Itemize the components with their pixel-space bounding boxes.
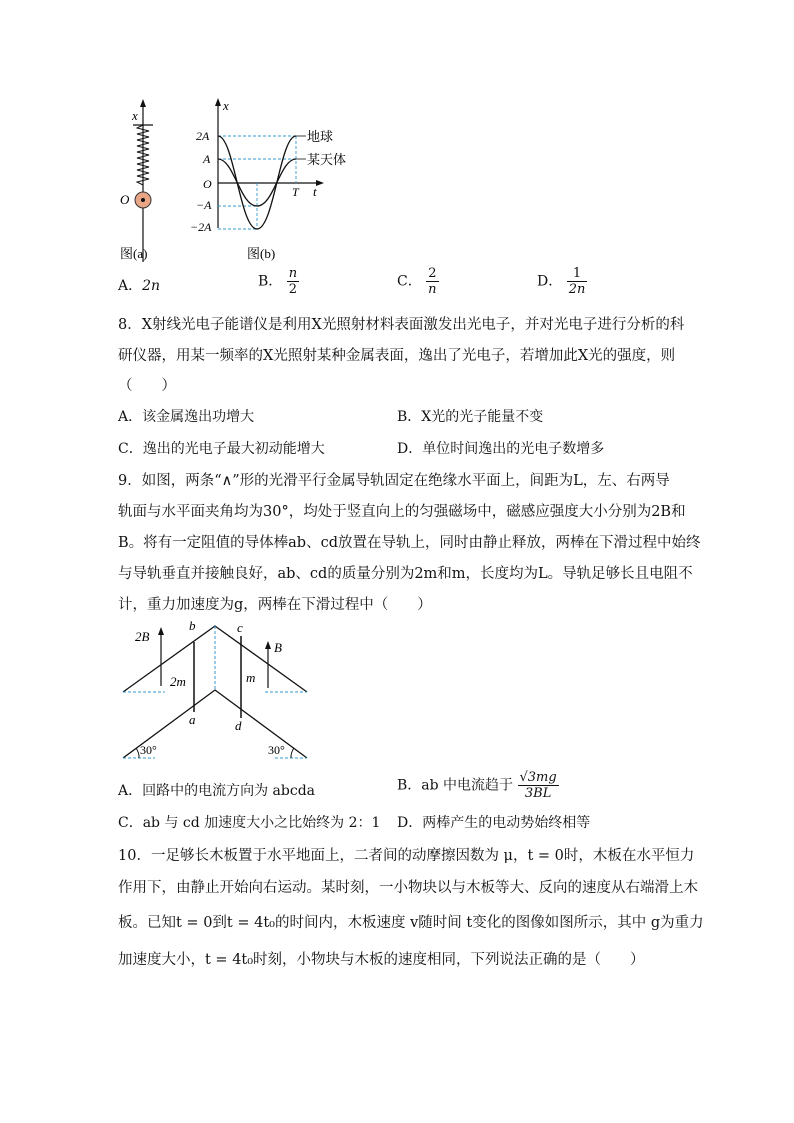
field-right: B bbox=[274, 640, 282, 655]
legend-earth: 地球 bbox=[307, 129, 334, 144]
q9-rail-figure bbox=[115, 616, 320, 764]
q8-option-d[interactable]: D．单位时间逸出的光电子数增多 bbox=[397, 441, 605, 457]
label-a: a bbox=[189, 712, 196, 727]
fraction: $\frac{√3mg}{3BL}$ bbox=[519, 770, 557, 801]
q9-stem-line-2: 轨面与水平面夹角均为30°，均处于竖直向上的匀强磁场中，磁感应强度大小分别为2B和 bbox=[118, 504, 686, 520]
legend-body: 某天体 bbox=[307, 152, 347, 167]
figure-b bbox=[190, 98, 346, 261]
fig-b-caption: 图(b) bbox=[247, 246, 276, 261]
q10-stem-line-4: 加速度大小，t = 4t₀时刻，小物块与木板的速度相同，下列说法正确的是（ ） bbox=[118, 952, 645, 968]
q7-option-a[interactable] bbox=[118, 275, 160, 295]
fraction: $\frac{2}{n}$ bbox=[428, 266, 437, 297]
label-b: b bbox=[189, 618, 196, 633]
label-d: d bbox=[235, 718, 242, 733]
q8-option-b[interactable]: B．X光的光子能量不变 bbox=[397, 409, 544, 425]
fig-a-origin-label: O bbox=[120, 192, 130, 207]
q7-option-b[interactable] bbox=[258, 266, 299, 297]
fraction: $\frac{n}{2}$ bbox=[288, 266, 298, 297]
tick-t: T bbox=[292, 185, 299, 199]
angle-right: 30° bbox=[268, 743, 285, 757]
figure-a bbox=[120, 99, 153, 262]
field-left: 2B bbox=[135, 629, 150, 644]
fig-b-t-axis-label: t bbox=[313, 184, 317, 199]
q10-stem-line-1: 10．一足够长木板置于水平地面上，二者间的动摩擦因数为 μ，t = 0时，木板在水平恒力 bbox=[118, 848, 695, 864]
q8-option-c[interactable]: C．逸出的光电子最大初动能增大 bbox=[118, 441, 325, 457]
fig-a-caption: 图(a) bbox=[120, 246, 148, 261]
angle-left: 30° bbox=[140, 743, 157, 757]
tick-o: O bbox=[203, 177, 212, 191]
option-label: B． bbox=[258, 273, 283, 290]
q8-stem-line-3: （ ） bbox=[118, 378, 176, 394]
q9-option-a[interactable]: A．回路中的电流方向为 abcda bbox=[118, 783, 316, 799]
q8-stem-line-1: 8．X射线光电子能谱仪是利用X光照射材料表面激发出光电子，并对光电子进行分析的科 bbox=[118, 317, 685, 333]
q9-stem-line-3: B。将有一定阻值的导体棒ab、cd放置在导轨上，同时由静止释放，两棒在下滑过程中始终 bbox=[118, 535, 701, 551]
q9-stem-line-5: 计，重力加速度为g，两棒在下滑过程中（ ） bbox=[118, 597, 432, 613]
tick-2a: 2A bbox=[196, 129, 210, 143]
tick-neg-2a: −2A bbox=[190, 220, 212, 234]
option-text: B．ab 中电流趋于 bbox=[397, 777, 514, 794]
option-value: 2n bbox=[142, 278, 161, 294]
q9-option-c[interactable]: C．ab 与 cd 加速度大小之比始终为 2：1 bbox=[118, 815, 381, 831]
q9-stem-line-4: 与导轨垂直并接触良好，ab、cd的质量分别为2m和m，长度均为L。导轨足够长且电阻不 bbox=[118, 566, 693, 582]
q10-stem-line-2: 作用下，由静止开始向右运动。某时刻，一小物块以与木板等大、反向的速度从右端滑上木 bbox=[118, 880, 698, 896]
fig-b-y-axis-label: x bbox=[223, 98, 229, 113]
figure-ab bbox=[110, 96, 360, 271]
q8-option-a[interactable]: A．该金属逸出功增大 bbox=[118, 409, 255, 425]
q8-stem-line-2: 研仪器，用某一频率的X光照射某种金属表面，逸出了光电子，若增加此X光的强度，则 bbox=[118, 348, 676, 364]
option-label: C． bbox=[397, 273, 422, 290]
option-label: D． bbox=[537, 273, 563, 290]
q9-option-b[interactable] bbox=[397, 770, 559, 801]
mass-left: 2m bbox=[170, 674, 186, 689]
tick-a: A bbox=[203, 152, 211, 166]
option-label: A． bbox=[118, 278, 143, 294]
fig-a-x-axis-label: x bbox=[132, 108, 138, 123]
mass-right: m bbox=[246, 670, 256, 685]
label-c: c bbox=[237, 620, 243, 635]
q10-stem-line-3: 板。已知t = 0到t = 4t₀的时间内，木板速度 v随时间 t变化的图像如图所示，其中 g为重力 bbox=[118, 915, 704, 931]
fraction: $\frac{1}{2n}$ bbox=[568, 266, 586, 297]
q7-option-d[interactable] bbox=[537, 266, 587, 297]
q7-option-c[interactable] bbox=[397, 266, 439, 297]
q9-option-d[interactable]: D．两棒产生的电动势始终相等 bbox=[397, 815, 591, 831]
q9-stem-line-1: 9．如图，两条“∧”形的光滑平行金属导轨固定在绝缘水平面上，间距为L，左、右两导 bbox=[118, 473, 670, 489]
tick-neg-a: −A bbox=[196, 198, 212, 212]
